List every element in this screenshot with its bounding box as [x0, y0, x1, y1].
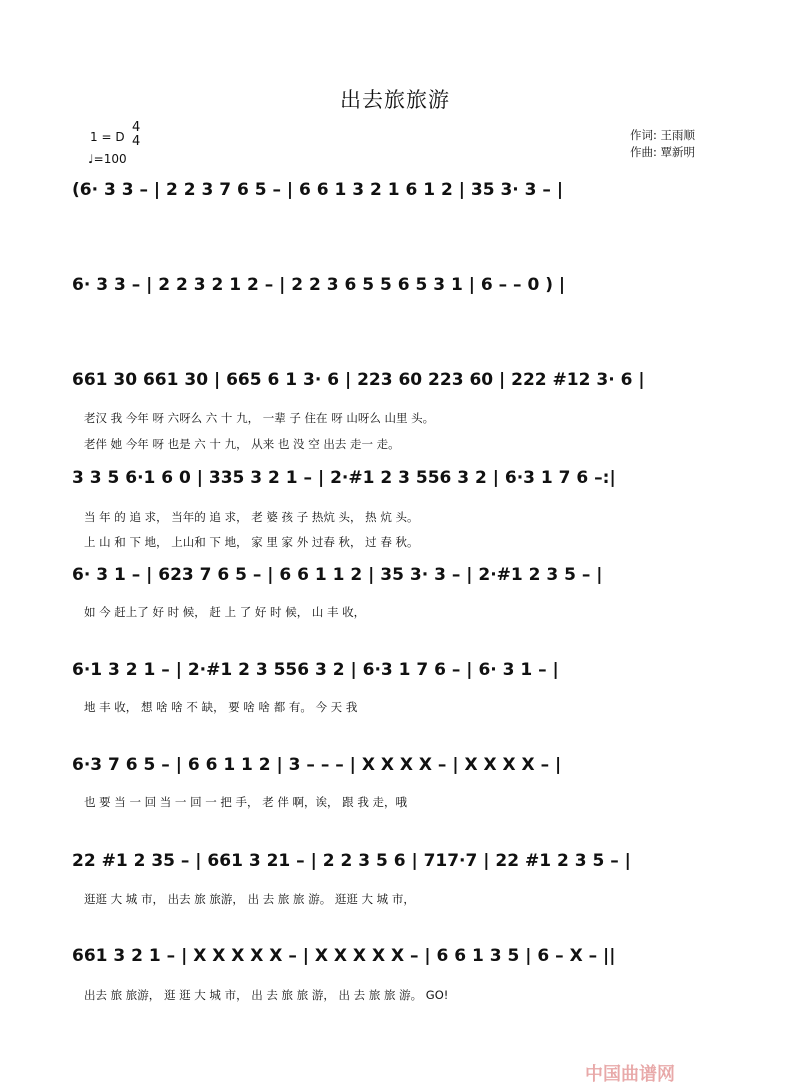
score-line-6	[72, 658, 738, 688]
time-signature	[132, 121, 140, 149]
score-line-3	[72, 368, 738, 398]
notation-text: 661 3 2 1 – | X X X X X – | X X X X X – | 6 6 1 3 5 | 6 – X – ||	[72, 946, 616, 966]
quarter-note-icon: ♩	[88, 152, 94, 166]
score-line-7	[72, 753, 738, 783]
lyric-line-6: 地 丰 收， 想 啥 啥 不 缺， 要 啥 啥 都 有。 今 天 我	[84, 700, 358, 714]
notation-text: 6·1 3 2 1 – | 2·#1 2 3 556 3 2 | 6·3 1 7 6 – | 6· 3 1 – |	[72, 660, 559, 680]
lyric-line-5: 如 今 赶上了 好 时 候， 赶 上 了 好 时 候， 山 丰 收，	[84, 605, 366, 619]
notation-text: 6·3 7 6 5 – | 6 6 1 1 2 | 3 – – – | X X X X – | X X X X – |	[72, 755, 562, 775]
score-line-8	[72, 849, 738, 879]
key-signature: 1 = D	[90, 130, 125, 144]
score-line-1	[72, 178, 738, 208]
notation-text: 3 3 5 6·1 6 0 | 335 3 2 1 – | 2·#1 2 3 556 3 2 | 6·3 1 7 6 –:|	[72, 468, 616, 488]
score-line-4	[72, 466, 738, 496]
lyric-line-8: 逛逛 大 城 市， 出去 旅 旅游， 出 去 旅 旅 游。 逛逛 大 城 市，	[84, 892, 415, 906]
notation-text: 6· 3 3 – | 2 2 3 2 1 2 – | 2 2 3 6 5 5 6 5 3 1 | 6 – – 0 ) |	[72, 275, 566, 295]
composer: 作曲: 覃新明	[630, 145, 696, 159]
notation-text: 6· 3 1 – | 623 7 6 5 – | 6 6 1 1 2 | 35 3· 3 – | 2·#1 2 3 5 – |	[72, 565, 603, 585]
notation-text: 661 30 661 30 | 665 6 1 3· 6 | 223 60 223 60 | 222 #12 3· 6 |	[72, 370, 645, 390]
lyric-line-1: 老汉 我 今年 呀 六呀么 六 十 九， 一辈 子 住在 呀 山呀么 山里 头。	[84, 411, 435, 425]
meter-top: 4	[132, 120, 141, 135]
lyric-line-7: 也 要 当 一 回 当 一 回 一 把 手， 老 伴 啊，诶， 跟 我 走，哦	[84, 795, 407, 809]
credits	[630, 127, 695, 161]
lyric-line-3: 当 年 的 追 求， 当年的 追 求， 老 婆 孩 子 热炕 头， 热 炕 头。	[84, 510, 419, 524]
lyric-line-4: 上 山 和 下 地， 上山和 下 地， 家 里 家 外 过春 秋， 过 春 秋。	[84, 535, 419, 549]
watermark: 中国曲谱网	[585, 1064, 675, 1085]
notation-text: (6· 3 3 – | 2 2 3 7 6 5 – | 6 6 1 3 2 1 6 1 2 | 35 3· 3 – |	[72, 180, 564, 200]
score-line-9	[72, 944, 738, 974]
lyricist: 作词: 王雨顺	[630, 128, 696, 142]
lyric-line-2: 老伴 她 今年 呀 也是 六 十 九， 从来 也 没 空 出去 走一 走。	[84, 437, 400, 451]
notation-text: 22 #1 2 35 – | 661 3 21 – | 2 2 3 5 6 | 717·7 | 22 #1 2 3 5 – |	[72, 851, 631, 871]
score-line-5	[72, 563, 738, 593]
score-title: 出去旅旅游	[340, 88, 450, 112]
tempo-mark	[88, 152, 127, 166]
meter-bottom: 4	[132, 134, 141, 149]
lyric-line-9: 出去 旅 旅游， 逛 逛 大 城 市， 出 去 旅 旅 游， 出 去 旅 旅 游。 GO!	[84, 988, 449, 1002]
tempo-value: =100	[93, 152, 127, 166]
score-line-2	[72, 273, 738, 303]
